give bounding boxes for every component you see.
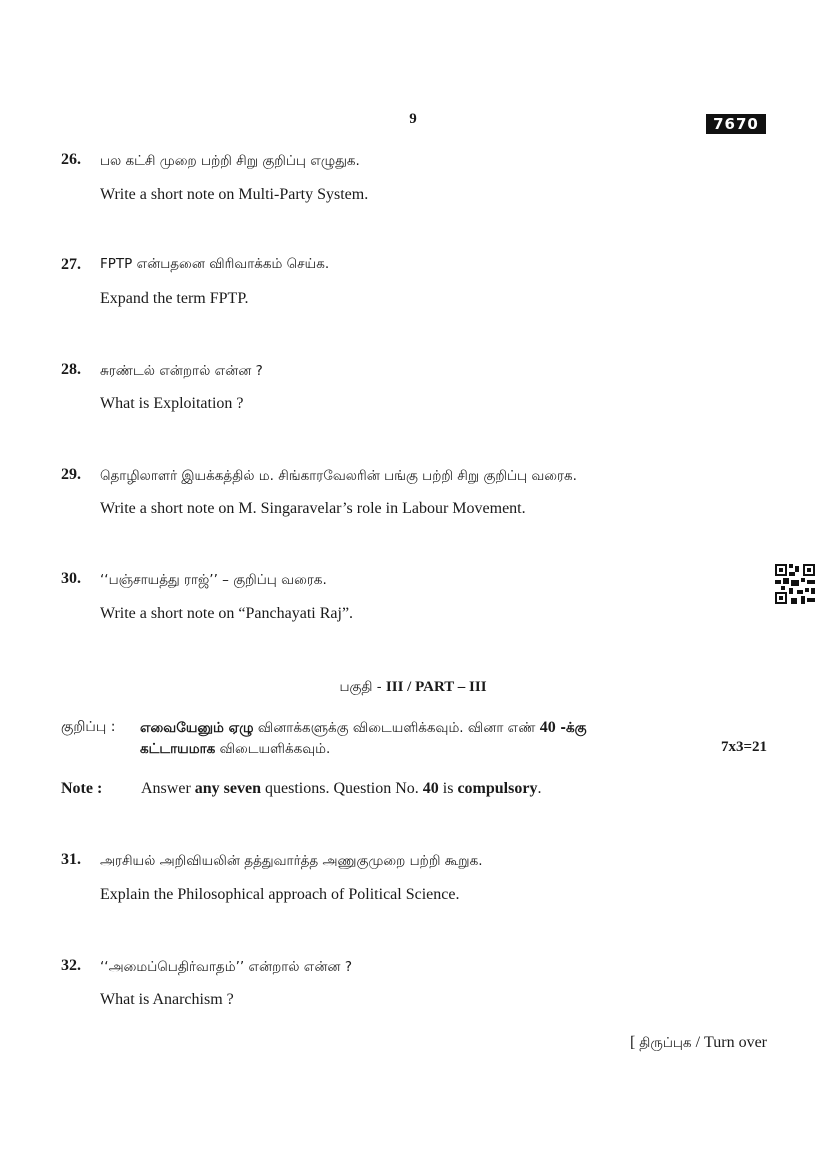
question-tamil: ‘‘பஞ்சாயத்து ராஜ்’’ – குறிப்பு வரைக. <box>100 572 327 588</box>
paper-code-badge: 7670 <box>706 114 766 134</box>
turn-over-note: [ திருப்புக / Turn over <box>629 1034 767 1051</box>
note-english: Answer any seven questions. Question No. 40 is compulsory. <box>141 780 542 797</box>
question-english: Expand the term FPTP. <box>100 290 249 307</box>
question-number: 32. <box>61 957 81 974</box>
question-english: What is Anarchism ? <box>100 991 234 1008</box>
question-number: 26. <box>61 151 81 168</box>
question-english: What is Exploitation ? <box>100 395 244 412</box>
question-number: 27. <box>61 256 81 273</box>
question-english: Write a short note on M. Singaravelar’s role in Labour Movement. <box>100 500 526 517</box>
qr-code-icon <box>775 564 815 604</box>
note-tamil-line-1: எவையேனும் ஏழு வினாக்களுக்கு விடையளிக்கவும். வினா எண் 40 -க்கு <box>140 719 587 736</box>
question-number: 29. <box>61 466 81 483</box>
question-tamil: FPTP என்பதனை விரிவாக்கம் செய்க. <box>100 256 330 272</box>
page-number: 9 <box>409 111 417 127</box>
marks-allocation: 7x3=21 <box>720 739 767 755</box>
question-number: 28. <box>61 361 81 378</box>
question-tamil: பல கட்சி முறை பற்றி சிறு குறிப்பு எழுதுக. <box>100 153 360 169</box>
question-english: Write a short note on “Panchayati Raj”. <box>100 605 354 622</box>
note-label-tamil: குறிப்பு : <box>61 719 116 735</box>
question-tamil: தொழிலாளர் இயக்கத்தில் ம. சிங்காரவேலரின் பங்கு பற்றி சிறு குறிப்பு வரைக. <box>100 468 577 484</box>
part-heading: பகுதி - III / PART – III <box>339 679 487 695</box>
question-number: 31. <box>61 851 81 868</box>
question-english: Explain the Philosophical approach of Political Science. <box>100 886 460 903</box>
question-english: Write a short note on Multi-Party System. <box>100 186 369 203</box>
question-tamil: சுரண்டல் என்றால் என்ன ? <box>100 363 263 379</box>
note-label-english: Note : <box>61 780 103 797</box>
note-tamil-line-2: கட்டாயமாக விடையளிக்கவும். <box>140 741 331 757</box>
question-number: 30. <box>61 570 81 587</box>
question-tamil: அரசியல் அறிவியலின் தத்துவார்த்த அணுகுமுறை பற்றி கூறுக. <box>100 853 483 869</box>
question-tamil: ‘‘அமைப்பெதிர்வாதம்’’ என்றால் என்ன ? <box>100 959 352 975</box>
